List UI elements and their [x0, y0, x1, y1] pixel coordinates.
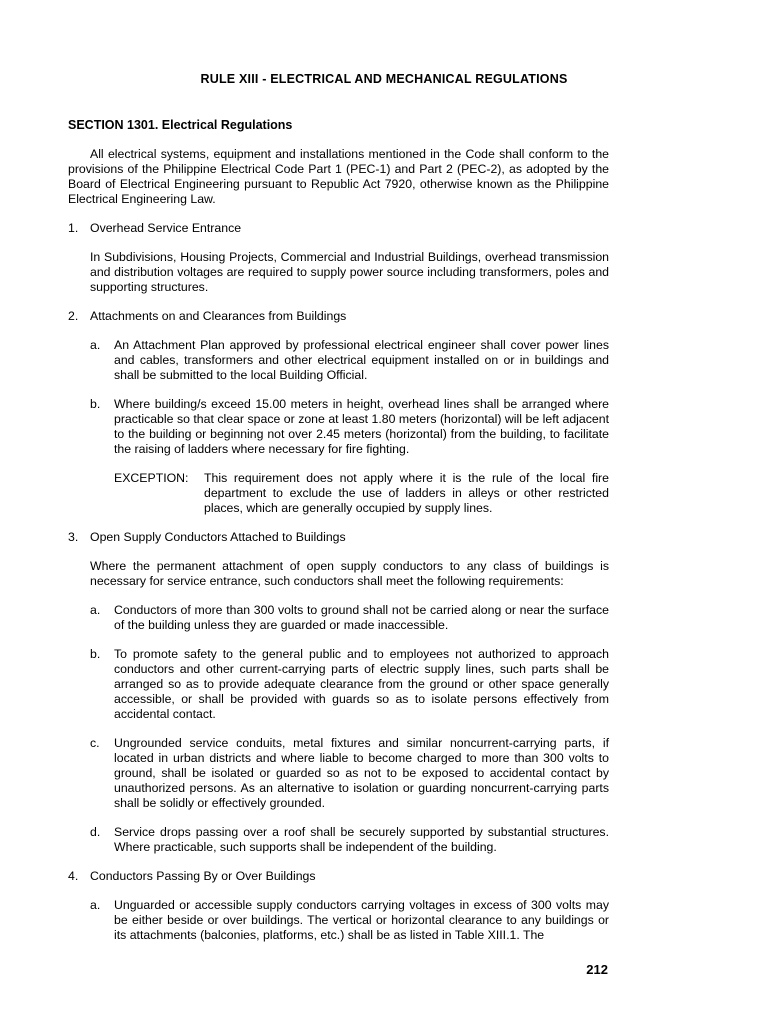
rule-title: RULE XIII - ELECTRICAL AND MECHANICAL REGULATIONS [200, 72, 568, 86]
sub-item-text: Service drops passing over a roof shall be securely supported by substantial structures. Where practicable, such supports shall be independent of the building. [114, 825, 609, 854]
sub-item-letter: a. [90, 338, 101, 352]
sub-item-text: To promote safety to the general public and to employees not authorized to approach conductors and other current-carrying parts of electric supply lines, such parts shall be arranged so as to provide adequate clearance from the ground or other space generally accessible, or shall be provided with guards so as to isolate persons effectively from accidental contact. [114, 647, 609, 721]
list-item-4 [68, 869, 609, 884]
sub-item [90, 603, 609, 633]
item-number: 4. [68, 869, 79, 883]
sub-item [90, 647, 609, 722]
page-number: 212 [586, 962, 608, 977]
item-heading: Conductors Passing By or Over Buildings [90, 869, 316, 883]
item-number: 2. [68, 309, 79, 323]
section-title: SECTION 1301. Electrical Regulations [68, 118, 293, 132]
item-heading: Overhead Service Entrance [90, 221, 242, 235]
sub-item-letter: b. [90, 647, 101, 661]
list-item-2 [68, 309, 609, 324]
sub-item-letter: a. [90, 603, 101, 617]
item-paragraph: In Subdivisions, Housing Projects, Commercial and Industrial Buildings, overhead transmission and distribution voltages are required to supply power source including transformers, poles and supporting structures. [90, 250, 609, 294]
sub-item [90, 338, 609, 383]
item-heading: Attachments on and Clearances from Buildings [90, 309, 347, 323]
item-heading: Open Supply Conductors Attached to Buildings [90, 530, 346, 544]
list-item-3 [68, 530, 609, 545]
sub-item [90, 825, 609, 855]
exception-note [114, 471, 609, 516]
intro-paragraph: All electrical systems, equipment and installations mentioned in the Code shall conform to the provisions of the Philippine Electrical Code Part 1 (PEC-1) and Part 2 (PEC-2), as adopted by the Board of Electrical Engineering pursuant to Republic Act 7920, otherwise known as the Philippine Electrical Engineering Law. [68, 147, 609, 206]
sub-item [90, 397, 609, 457]
item-number: 3. [68, 530, 79, 544]
item-number: 1. [68, 221, 79, 235]
item-paragraph: Where the permanent attachment of open supply conductors to any class of buildings is necessary for service entrance, such conductors shall meet the following requirements: [90, 559, 609, 588]
sub-item [90, 898, 609, 943]
sub-item-letter: d. [90, 825, 101, 839]
sub-item-letter: a. [90, 898, 101, 912]
document-body [68, 118, 609, 943]
sub-item-letter: c. [90, 736, 100, 750]
sub-item-text: Ungrounded service conduits, metal fixtures and similar noncurrent-carrying parts, if located in urban districts and where liable to become charged to more than 300 volts to ground, shall be isolated or guarded so as not to be exposed to accidental contact by unauthorized persons. As an alternative to isolation or guarding noncurrent-carrying parts shall be solidly or effectively grounded. [114, 736, 609, 810]
sub-item-text: Where building/s exceed 15.00 meters in height, overhead lines shall be arranged where practicable so that clear space or zone at least 1.80 meters (horizontal) will be left adjacent to the building or beginning not over 2.45 meters (horizontal) from the building, to facilitate the raising of ladders where necessary for fire fighting. [114, 397, 609, 456]
sub-item-letter: b. [90, 397, 101, 411]
sub-item-text: Conductors of more than 300 volts to ground shall not be carried along or near the surface of the building unless they are guarded or made inaccessible. [114, 603, 609, 632]
exception-text: This requirement does not apply where it is the rule of the local fire department to exclude the use of ladders in alleys or other restricted places, which are generally occupied by supply lines. [204, 471, 609, 515]
sub-item-text: Unguarded or accessible supply conductors carrying voltages in excess of 300 volts may be either beside or over buildings. The vertical or horizontal clearance to any buildings or its attachments (balconies, platforms, etc.) shall be as listed in Table XIII.1. The [114, 898, 609, 942]
list-item-1 [68, 221, 609, 236]
exception-label: EXCEPTION: [114, 471, 189, 485]
sub-item-text: An Attachment Plan approved by professional electrical engineer shall cover power lines and cables, transformers and other electrical equipment installed on or in buildings and shall be submitted to the local Building Official. [114, 338, 609, 382]
sub-item [90, 736, 609, 811]
